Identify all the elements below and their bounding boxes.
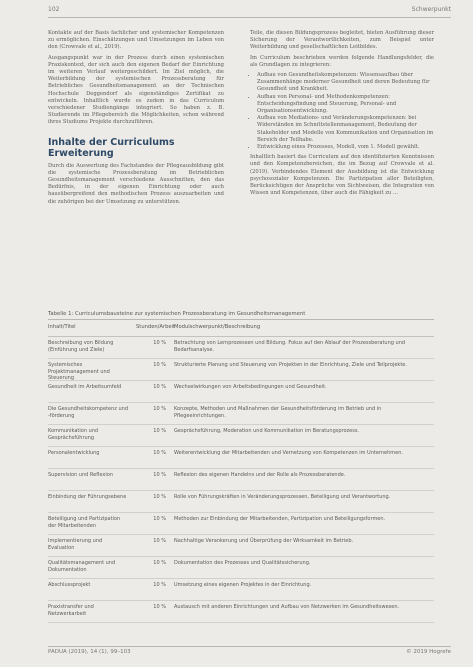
row-title: Supervision und Reflexion — [48, 472, 113, 478]
table-row — [48, 469, 434, 491]
header-rule — [48, 17, 451, 18]
row-description: Konzepte, Methoden und Maßnahmen der Gesundheitsförderung im Betrieb und in Pflegeeinrichtungen. — [174, 406, 382, 419]
footer-rule — [48, 646, 451, 647]
row-hours: 10 % — [153, 362, 166, 368]
row-description: Austausch mit anderen Einrichtungen und Aufbau von Netzwerken im Gesundheitswesen. — [174, 604, 400, 610]
row-description: Nachhaltige Verankerung und Überprüfung der Wirksamkeit im Betrieb. — [174, 538, 354, 544]
bullet-item: • Aufbau von Mediations- und Veränderungskompetenzen: bei Widerständen im Schnittstellenmanagement, Bedeutung der Stakeholder und Modelle von Kommunikation und Organisation im Bereich der Teilhabe. — [257, 115, 434, 144]
row-hours: 10 % — [153, 494, 166, 500]
body-paragraph: Teile, die diesen Bildungsprozess begleitet, bieten Ausführung dieser Sicherung der Verantwortlichkeiten, zum Beispiel unter Weiterbildung und gesellschaftlichen Leitbildes. — [250, 30, 434, 51]
row-hours: 10 % — [153, 538, 166, 544]
bullet-item: • Aufbau von Personal- und Methodenkompetenzen: Entscheidungsfindung und Steuerung, Personal- und Organisationsentwicklung. — [257, 94, 434, 116]
row-title: Einbindung der Führungsebene — [48, 494, 127, 500]
row-description: Methoden zur Einbindung der Mitarbeitenden, Partizipation und Beteiligungsformen. — [174, 516, 386, 522]
row-hours: 10 % — [153, 472, 166, 478]
row-title: Gesundheit im Arbeitsumfeld — [48, 384, 122, 390]
footer-citation: PADUA (2019), 14 (1), 99–103 — [48, 649, 131, 655]
bullet-item: • Entwicklung eines Prozesses, Modell, vom 1. Modell gewählt. — [257, 144, 434, 151]
table-row — [48, 359, 434, 381]
body-paragraph: Inhaltlich basiert das Curriculum auf den identifizierten Kenntnissen und den Kompetenzbereichen, die im Bezug auf Crowvale et al. (2019). Verbindendes Element der Ausbildung ist die Entwicklung psychosozialer Kompetenzen. Die Partizipation aller Beteiligten, Berücksichtigen der Ansprüche von Sichtweisen, die Integration von Wissen und Kompetenzen, über auch die Fähigkeit zu ... — [250, 154, 434, 197]
table-header-row — [48, 322, 434, 337]
row-title: Personalentwicklung — [48, 450, 100, 456]
body-paragraph: Ausgangspunkt war in der Prozess durch einen systemischen Praxiskontext, der sich auch den eigenen Bedarf der Einrichtung im weiteren Verlauf weitergeschildert. Im Ziel möglich, die Weiterbildung der systemischen Prozessberatung für Betriebliches Gesundheitsmanagement an der Technischen Hochschule Deggendorf als eigenständiges Zertifikat zu entwickeln. Inhaltlich wurde es zudem in das Curriculum verschiedener Studiengänge integriert. So haben z. B. Studierende im Pflegebereich die Möglichkeiten, schon während ihres Studiums Projekte durchzuführen. — [48, 54, 224, 126]
left-column — [48, 30, 224, 209]
right-column — [250, 30, 434, 200]
row-hours: 10 % — [153, 604, 166, 610]
row-description: Betrachtung von Lernprozessen und Bildung. Fokus auf den Ablauf der Prozessberatung und Bedarfsanalyse. — [174, 340, 406, 353]
row-hours: 10 % — [153, 340, 166, 346]
row-description: Dokumentation des Prozesses und Qualitätssicherung. — [174, 560, 311, 566]
row-hours: 10 % — [153, 406, 166, 412]
section-label: Schwerpunkt — [411, 6, 451, 13]
row-title: Qualitätsmanagement und Dokumentation — [48, 560, 116, 573]
row-title: Abschlussprojekt — [48, 582, 91, 588]
row-description: Reflexion des eigenen Handelns und der Rolle als Prozessberatende. — [174, 472, 346, 478]
table-row — [48, 601, 434, 623]
table-body — [48, 337, 434, 623]
row-title: Systemisches Projektmanagement und Steuerung — [48, 362, 110, 381]
row-hours: 10 % — [153, 560, 166, 566]
row-title: Die Gesundheitskompetenz und -förderung — [48, 406, 128, 419]
page-footer — [48, 649, 451, 659]
table-row — [48, 491, 434, 513]
row-title: Implementierung und Evaluation — [48, 538, 103, 551]
row-hours: 10 % — [153, 450, 166, 456]
row-description: Umsetzung eines eigenen Projektes in der Einrichtung. — [174, 582, 312, 588]
table-top-rule — [48, 319, 434, 320]
table-row — [48, 513, 434, 535]
body-paragraph: Kontakte auf der Basis fachlicher und systemischer Kompetenzen zu ermöglichen. Einschätzungen und Umsetzungen im Leben von den (Crowvale et al., 2019). — [48, 30, 224, 51]
body-paragraph: Im Curriculum beschrieben werden folgende Handlungsfelder, die als Grundlagen zu integrieren: — [250, 54, 434, 68]
table-row — [48, 535, 434, 557]
section-heading: Inhalte der Curriculums Erweiterung — [48, 136, 175, 159]
row-description: Strukturierte Planung und Steuerung von Projekten in der Einrichtung, Ziele und Teilprojekte. — [174, 362, 407, 368]
table-row — [48, 557, 434, 579]
table-header-hours: Stunden/Arbeit — [136, 324, 176, 330]
row-title: Praxistransfer und Netzwerkarbeit — [48, 604, 94, 617]
table-caption: Tabelle 1: Curriculumsbausteine zur systemischen Prozessberatung im Gesundheitsmanagement — [48, 311, 306, 317]
row-description: Weiterentwicklung der Mitarbeitenden und Vernetzung von Kompetenzen im Unternehmen. — [174, 450, 404, 456]
table-header-description: Modulschwerpunkt/Beschreibung — [174, 324, 261, 330]
table-header-title: Inhalt/Titel — [48, 324, 76, 330]
page-number: 102 — [48, 6, 60, 13]
body-paragraph: Durch die Auswertung des Fachstandes der Pflegeausbildung gibt die systemische Prozessberatung im Betrieblichen Gesundheitsmanagement verschiedene Ausschnitten, den das Bedürfnis, in der eigenen Einrichtung oder auch hausübergreifend den methodischen Prozess auszuarbeiten und die zuhörigen bei der Umsetzung zu unterstützen. — [48, 162, 224, 205]
table-row — [48, 381, 434, 403]
bullet-item: • Aufbau von Gesundheitskompetenzen: Wissensaufbau über Zusammenhänge moderner Gesundheit und deren Bedeutung für Gesundheit und Krankheit. — [257, 72, 434, 94]
footer-publisher: © 2019 Hogrefe — [406, 649, 451, 655]
table-row — [48, 337, 434, 359]
table-row — [48, 579, 434, 601]
row-hours: 10 % — [153, 582, 166, 588]
row-title: Kommunikation und Gesprächsführung — [48, 428, 99, 441]
row-hours: 10 % — [153, 428, 166, 434]
row-title: Beschreibung von Bildung (Einführung und Ziele) — [48, 340, 114, 353]
table-row — [48, 447, 434, 469]
table-row — [48, 403, 434, 425]
row-title: Beteiligung und Partizipation der Mitarbeitenden — [48, 516, 121, 529]
table-row — [48, 425, 434, 447]
curriculum-table — [48, 322, 434, 623]
row-hours: 10 % — [153, 384, 166, 390]
row-description: Rolle von Führungskräften in Veränderungsprozessen, Beteiligung und Verantwortung. — [174, 494, 391, 500]
row-description: Gesprächsführung, Moderation und Kommunikation im Beratungsprozess. — [174, 428, 360, 434]
page-header — [48, 6, 451, 16]
row-description: Wechselwirkungen von Arbeitsbedingungen und Gesundheit. — [174, 384, 327, 390]
bullet-list — [250, 72, 434, 151]
row-hours: 10 % — [153, 516, 166, 522]
